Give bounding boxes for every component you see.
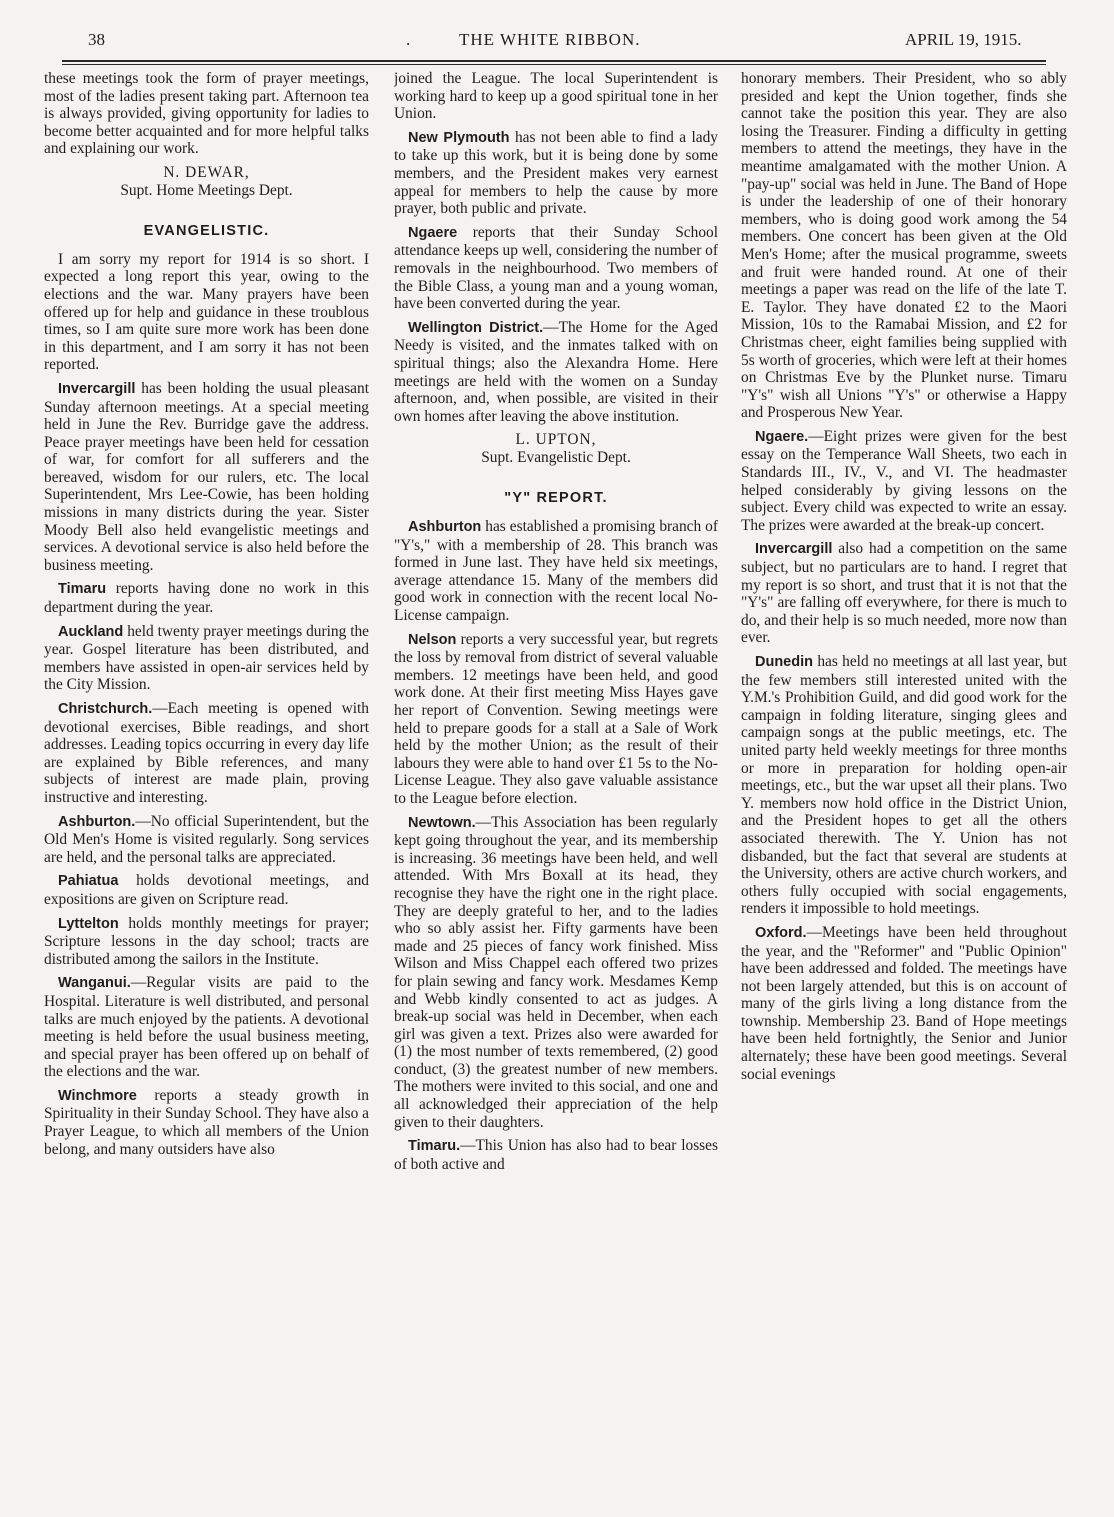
report-text: —Regular visits are paid to the Hospital. Literature is well distributed, and personal talks are much enjoyed by the patients. A devotional meeting is held before the usual business meeting, and special prayer has been offered up on behalf of the elections and the war. <box>44 974 369 1081</box>
signature-title: Supt. Evangelistic Dept. <box>481 448 631 466</box>
signature-name: L. UPTON, <box>515 431 597 449</box>
report-text: reports having done no work in this department during the year. <box>44 580 369 617</box>
place-name: Ngaere. <box>755 428 809 445</box>
place-name: Winchmore <box>58 1087 137 1104</box>
column-3 <box>741 70 1067 1510</box>
report-nelson <box>394 631 718 808</box>
home-meetings-paragraph: these meetings took the form of prayer meetings, most of the ladies present taking part. Afternoon tea is always provided, giving opportunity for ladies to become better acquainted and for more helpful talks and explaining our work. <box>44 70 369 158</box>
report-new-plymouth <box>394 129 718 218</box>
place-name: Invercargill <box>755 541 833 558</box>
issue-date: APRIL 19, 1915. <box>905 30 1022 49</box>
place-name: New Plymouth <box>408 129 510 146</box>
report-newtown <box>394 814 718 1132</box>
report-dunedin <box>741 653 1067 918</box>
report-text: has been holding the usual pleasant Sunday afternoon meetings. At a special meeting held in June the Rev. Burridge gave the address. Peace prayer meetings have been held for cessation of war, for comfort for all sufferers and the bereaved, wisdom for our rulers, etc. The local Superintendent, Mrs Lee-Cowie, has been holding missions in many districts during the year. Sister Moody Bell also held evangelistic meetings and services. A devotional service is also held before the business meeting. <box>44 379 369 574</box>
report-text: has held no meetings at all last year, but the few members still interested united with the Y.M.'s Prohibition Guild, and did good work for the campaign in folding literature, singing glees and campaign songs at the public meetings, etc. The united party held weekly meetings for three months or more in preparation for holding open-air meetings, etc., but the war upset all their plans. Two Y. members now hold office in the District Union, and the President hopes to get all the others associated therewith. The Y. Union has not disbanded, but the fact that several are students at the University, others are active church workers, and others fully occupied with social engagements, renders it impossible to hold meetings. <box>741 653 1067 918</box>
page-number: 38 <box>88 30 105 49</box>
continuation-paragraph: joined the League. The local Superintendent is working hard to keep up a good spiritual tone in her Union. <box>394 70 718 123</box>
report-text: —Meetings have been held throughout the year, and the "Reformer" and "Public Opinion" have been addressed and folded. The meetings have not been largely attended, but this is on account of many of the girls living a long distance from the township. Membership 23. Band of Hope meetings have been held fortnightly, the Senior and Junior alternately; these have been good meetings. Several social evenings <box>741 923 1067 1083</box>
place-name: Newtown. <box>408 814 476 831</box>
report-timaru-y <box>394 1137 718 1173</box>
section-title-evangelistic: EVANGELISTIC. <box>143 223 270 240</box>
place-name: Ashburton <box>408 519 482 536</box>
report-text: reports that their Sunday School attendance keeps up well, considering the number of removals in the neighbourhood. Two members of the Bible Class, a young man and a young woman, have been converted during the year. <box>394 223 718 313</box>
place-name: Oxford. <box>755 924 807 941</box>
evangelistic-intro: I am sorry my report for 1914 is so short. I expected a long report this year, owing to the elections and the war. Many prayers have been offered up for help and guidance in these troublous times, so I am quite sure more work has been done in this department, and I am sorry it has not been reported. <box>44 250 369 374</box>
report-text: —Each meeting is opened with devotional exercises, Bible readings, and short addresses. Leading topics occurring in every day life are explained by Bible references, and many subjects of interest are made plain, proving instructive and interesting. <box>44 700 369 806</box>
report-text: holds devotional meetings, and expositions are given on Scripture read. <box>44 872 369 908</box>
report-text: —Eight prizes were given for the best essay on the Temperance Wall Sheets, two each in Standards III., IV., V., and VI. The headmaster helped considerably by giving lessons on the subject. Every child was expected to write an essay. The prizes were awarded at the break-up concert. <box>741 427 1067 534</box>
place-name: Invercargill <box>58 380 136 397</box>
report-invercargill-y <box>741 540 1067 647</box>
signature-name: N. DEWAR, <box>163 163 250 181</box>
section-title-y-report: "Y" REPORT. <box>504 490 608 507</box>
report-text: —This Association has been regularly kept going throughout the year, and its membership is increasing. 36 meetings have been held, and well attended. With Mrs Boxall at its head, they recognise they have the right one in the right place. They are deeply grateful to her, and to the ladies who so ably assist her. Fifty garments have been made and 25 pieces of fancy work finished. Miss Wilson and Miss Chappel each offered two prizes for plain sewing and fancy work. Mesdames Kemp and Webb kindly consented to act as judges. A break-up social was held in December, when each girl was given a text. Prizes also were awarded for (1) the most number of texts remembered, (2) good conduct, (3) the greatest number of new members. The mothers were invited to this social, and one and all acknowledged their appreciation of the help given to their daughters. <box>394 813 718 1131</box>
report-text: reports a steady growth in Spirituality in their Sunday School. They have also a Prayer League, to which all members of the Union belong, and many outsiders have also <box>44 1086 369 1158</box>
report-ngaere-y <box>741 428 1067 535</box>
report-text: —This Union has also had to bear losses of both active and <box>394 1137 718 1173</box>
signature-title: Supt. Home Meetings Dept. <box>120 181 293 199</box>
report-text: —The Home for the Aged Needy is visited, and the inmates talked with on spiritual things; also the Alexandra Home. Here meetings are held with the women on a Sunday afternoon, and, when possible, are visited in their own homes after leaving the above institution. <box>394 318 718 425</box>
header-rule <box>62 60 1046 65</box>
report-christchurch <box>44 700 369 807</box>
place-name: Timaru <box>58 581 107 598</box>
report-pahiatua <box>44 872 369 908</box>
report-text: has not been able to find a lady to take up this work, but it is being done by some members, and the President makes very earnest appeal for members to help the cause by more prayer, both public and private. <box>394 128 718 218</box>
report-y-ashburton <box>394 518 718 625</box>
place-name: Ashburton. <box>58 813 136 830</box>
report-text: holds monthly meetings for prayer; Scripture lessons in the day school; tracts are distributed among the sailors in the Institute. <box>44 914 369 968</box>
place-name: Christchurch. <box>58 701 153 717</box>
header-separator: . <box>406 30 411 49</box>
place-name: Pahiatua <box>58 873 119 890</box>
page-header <box>0 0 1114 60</box>
column-2 <box>394 70 718 1510</box>
report-invercargill <box>44 380 369 575</box>
report-wellington <box>394 319 718 426</box>
report-winchmore <box>44 1087 369 1158</box>
place-name: Lyttelton <box>58 915 119 932</box>
place-name: Wanganui. <box>58 975 131 992</box>
report-ngaere <box>394 224 718 313</box>
report-wanganui <box>44 974 369 1081</box>
report-auckland <box>44 623 369 694</box>
report-timaru <box>44 580 369 616</box>
place-name: Nelson <box>408 631 457 648</box>
place-name: Ngaere <box>408 224 458 241</box>
place-name: Wellington District. <box>408 319 544 336</box>
report-lyttelton <box>44 915 369 969</box>
masthead-title: THE WHITE RIBBON. <box>459 30 641 49</box>
column-1 <box>44 70 369 1510</box>
report-text: reports a very successful year, but regrets the loss by removal from district of several valuable members. 12 meetings have been held, and good work done. At their first meeting Miss Hayes gave her report of Convention. Sewing meetings were held to prepare goods for a stall at a Sale of Work held by the mother Union; as the result of their labours they were able to hand over £1 5s to the No-License League. They also gave valuable assistance to the League before election. <box>394 630 718 807</box>
continuation-paragraph: honorary members. Their President, who so ably presided and kept the Union together, finds she cannot take the position this year. They are also losing the Treasurer. Finding a difficulty in getting members to attend the meetings, they have in the meantime amalgamated with the mother Union. A "pay-up" social was held in June. The Band of Hope is under the leadership of one of their honorary members, who is doing good work among the 54 members. One concert has been given at the Old Men's Home; after the musical programme, sweets and fruit were handed round. At one of their meetings a paper was read on the life of the late T. E. Taylor. They have donated £2 to the Maori Mission, 10s to the Ramabai Mission, and £2 for Christmas cheer, eight families being supplied with 5s worth of groceries, which were left at their homes on Christmas Eve by the Plunket nurse. Timaru "Y's" wish all Unions "Y's" or otherwise a Happy and Prosperous New Year. <box>741 70 1067 422</box>
report-oxford <box>741 924 1067 1083</box>
report-text: —No official Superintendent, but the Old Men's Home is visited regularly. Song services are held, and the personal talks are appreciated. <box>44 812 369 866</box>
place-name: Dunedin <box>755 654 813 670</box>
place-name: Timaru. <box>408 1138 461 1155</box>
report-text: has established a promising branch of "Y's," with a membership of 28. This branch was formed in June last. They have held six meetings, average attendance 15. Many of the members did good work in connection with the recent local No-License campaign. <box>394 518 718 625</box>
report-text: held twenty prayer meetings during the year. Gospel literature has been distributed, and members have assisted in open-air services held by the City Mission. <box>44 622 369 694</box>
place-name: Auckland <box>58 623 124 640</box>
report-text: also had a competition on the same subject, but no particulars are to hand. I regret that my report is so short, and trust that it is not that the "Y's" are falling off everywhere, for there is much to do, and their help is so much needed, more now than ever. <box>741 540 1067 647</box>
report-ashburton <box>44 813 369 867</box>
